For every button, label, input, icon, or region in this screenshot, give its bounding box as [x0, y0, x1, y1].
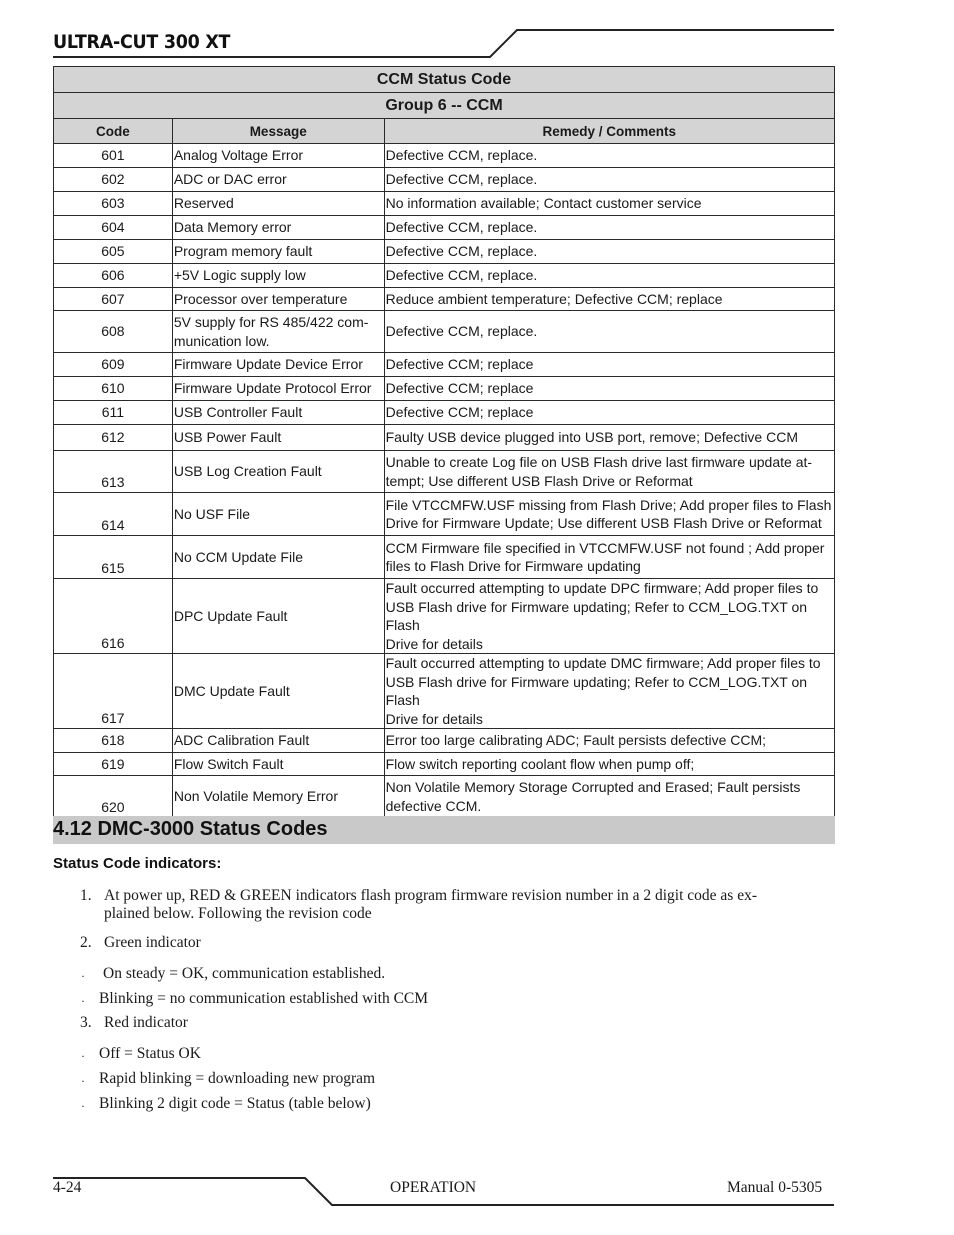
manual-title: ULTRA-CUT 300 XT	[53, 31, 231, 53]
table-row	[54, 168, 835, 192]
bullet-icon: ·	[81, 994, 85, 1008]
cell-code: 616	[54, 579, 173, 654]
cell-message: DMC Update Fault	[172, 654, 384, 729]
cell-remedy: Defective CCM; replace	[384, 377, 834, 401]
table-row	[54, 401, 835, 425]
section-title: 4.12 DMC-3000 Status Codes	[53, 818, 328, 840]
cell-code: 618	[54, 729, 173, 753]
ccm-status-code-table	[53, 66, 835, 818]
cell-message: USB Controller Fault	[172, 401, 384, 425]
list-number-2: 2.	[80, 934, 92, 951]
list-number-1: 1.	[80, 887, 92, 904]
table-row	[54, 579, 835, 654]
cell-remedy: File VTCCMFW.USF missing from Flash Drive; Add proper files to Flash Drive for Firmware Update; Use different USB Flash Drive or Reformat	[384, 493, 834, 536]
cell-code: 602	[54, 168, 173, 192]
table-row	[54, 729, 835, 753]
cell-code: 612	[54, 425, 173, 451]
table-row	[54, 288, 835, 311]
cell-code: 617	[54, 654, 173, 729]
column-header-code: Code	[54, 119, 173, 144]
bullet-icon: ·	[81, 1099, 85, 1113]
column-header-remedy: Remedy / Comments	[384, 119, 834, 144]
cell-message: No USF File	[172, 493, 384, 536]
table-row	[54, 377, 835, 401]
table-row	[54, 144, 835, 168]
cell-remedy: Defective CCM, replace.	[384, 216, 834, 240]
red-bullet-1: Off = Status OK	[99, 1045, 201, 1062]
cell-message: Program memory fault	[172, 240, 384, 264]
bullet-icon: ·	[81, 969, 85, 983]
cell-remedy: Non Volatile Memory Storage Corrupted and Erased; Fault persists defective CCM.	[384, 776, 834, 818]
footer-section-label: OPERATION	[390, 1179, 477, 1196]
header-rule	[0, 0, 954, 70]
green-bullet-2: Blinking = no communication established with CCM	[99, 990, 429, 1007]
cell-message: 5V supply for RS 485/422 com- munication low.	[172, 311, 384, 353]
cell-message: Processor over temperature	[172, 288, 384, 311]
table-row	[54, 425, 835, 451]
table-title: CCM Status Code	[54, 67, 835, 93]
cell-message: ADC Calibration Fault	[172, 729, 384, 753]
cell-code: 613	[54, 451, 173, 493]
green-bullet-1: On steady = OK, communication established.	[103, 965, 386, 982]
cell-message: Reserved	[172, 192, 384, 216]
list-item-1-text: At power up, RED & GREEN indicators flash program firmware revision number in a 2 digit code as ex- plained below. Following the revision code	[104, 887, 757, 922]
cell-remedy: Defective CCM; replace	[384, 353, 834, 377]
list-number-3: 3.	[80, 1014, 92, 1031]
cell-code: 611	[54, 401, 173, 425]
cell-message: Firmware Update Device Error	[172, 353, 384, 377]
list-item-3-text: Red indicator	[104, 1014, 188, 1031]
table-row	[54, 311, 835, 353]
cell-code: 619	[54, 753, 173, 776]
cell-code: 614	[54, 493, 173, 536]
cell-remedy: Fault occurred attempting to update DMC firmware; Add proper files to USB Flash drive for Firmware updating; Refer to CCM_LOG.TXT on Flash Drive for details	[384, 654, 834, 729]
cell-code: 615	[54, 536, 173, 579]
cell-message: Analog Voltage Error	[172, 144, 384, 168]
table-row	[54, 753, 835, 776]
cell-remedy: No information available; Contact customer service	[384, 192, 834, 216]
cell-message: Flow Switch Fault	[172, 753, 384, 776]
cell-message: USB Log Creation Fault	[172, 451, 384, 493]
cell-message: +5V Logic supply low	[172, 264, 384, 288]
cell-message: ADC or DAC error	[172, 168, 384, 192]
cell-remedy: Fault occurred attempting to update DPC firmware; Add proper files to USB Flash drive for Firmware updating; Refer to CCM_LOG.TXT on Flash Drive for details	[384, 579, 834, 654]
cell-code: 610	[54, 377, 173, 401]
table-row	[54, 192, 835, 216]
table-row	[54, 216, 835, 240]
cell-remedy: Faulty USB device plugged into USB port, remove; Defective CCM	[384, 425, 834, 451]
cell-code: 603	[54, 192, 173, 216]
cell-code: 606	[54, 264, 173, 288]
red-bullet-2: Rapid blinking = downloading new program	[99, 1070, 376, 1087]
cell-message: Firmware Update Protocol Error	[172, 377, 384, 401]
column-header-message: Message	[172, 119, 384, 144]
cell-code: 605	[54, 240, 173, 264]
status-code-indicators-heading: Status Code indicators:	[53, 855, 222, 872]
cell-remedy: Unable to create Log file on USB Flash drive last firmware update at- tempt; Use different USB Flash Drive or Reformat	[384, 451, 834, 493]
table-group: Group 6 -- CCM	[54, 93, 835, 119]
cell-code: 601	[54, 144, 173, 168]
cell-remedy: Reduce ambient temperature; Defective CCM; replace	[384, 288, 834, 311]
cell-code: 609	[54, 353, 173, 377]
page-number: 4-24	[53, 1179, 82, 1196]
cell-message: Data Memory error	[172, 216, 384, 240]
cell-code: 608	[54, 311, 173, 353]
bullet-icon: ·	[81, 1074, 85, 1088]
cell-message: DPC Update Fault	[172, 579, 384, 654]
cell-message: USB Power Fault	[172, 425, 384, 451]
manual-number: Manual 0-5305	[727, 1179, 823, 1196]
cell-remedy: Flow switch reporting coolant flow when pump off;	[384, 753, 834, 776]
cell-remedy: Defective CCM; replace	[384, 401, 834, 425]
table-row	[54, 451, 835, 493]
cell-message: Non Volatile Memory Error	[172, 776, 384, 818]
table-row	[54, 240, 835, 264]
cell-remedy: Defective CCM, replace.	[384, 144, 834, 168]
section-heading-bar	[53, 816, 835, 844]
table-row	[54, 654, 835, 729]
red-bullet-3: Blinking 2 digit code = Status (table below)	[99, 1095, 371, 1112]
cell-remedy: Defective CCM, replace.	[384, 168, 834, 192]
cell-code: 607	[54, 288, 173, 311]
cell-remedy: Defective CCM, replace.	[384, 264, 834, 288]
table-row	[54, 776, 835, 818]
list-item-2-text: Green indicator	[104, 934, 201, 951]
table-row	[54, 264, 835, 288]
table-row	[54, 493, 835, 536]
cell-remedy: Defective CCM, replace.	[384, 240, 834, 264]
table-row	[54, 353, 835, 377]
bullet-icon: ·	[81, 1049, 85, 1063]
table-row	[54, 536, 835, 579]
cell-remedy: Error too large calibrating ADC; Fault persists defective CCM;	[384, 729, 834, 753]
cell-code: 620	[54, 776, 173, 818]
cell-message: No CCM Update File	[172, 536, 384, 579]
cell-remedy: CCM Firmware file specified in VTCCMFW.USF not found ; Add proper files to Flash Drive for Firmware updating	[384, 536, 834, 579]
cell-remedy: Defective CCM, replace.	[384, 311, 834, 353]
cell-code: 604	[54, 216, 173, 240]
